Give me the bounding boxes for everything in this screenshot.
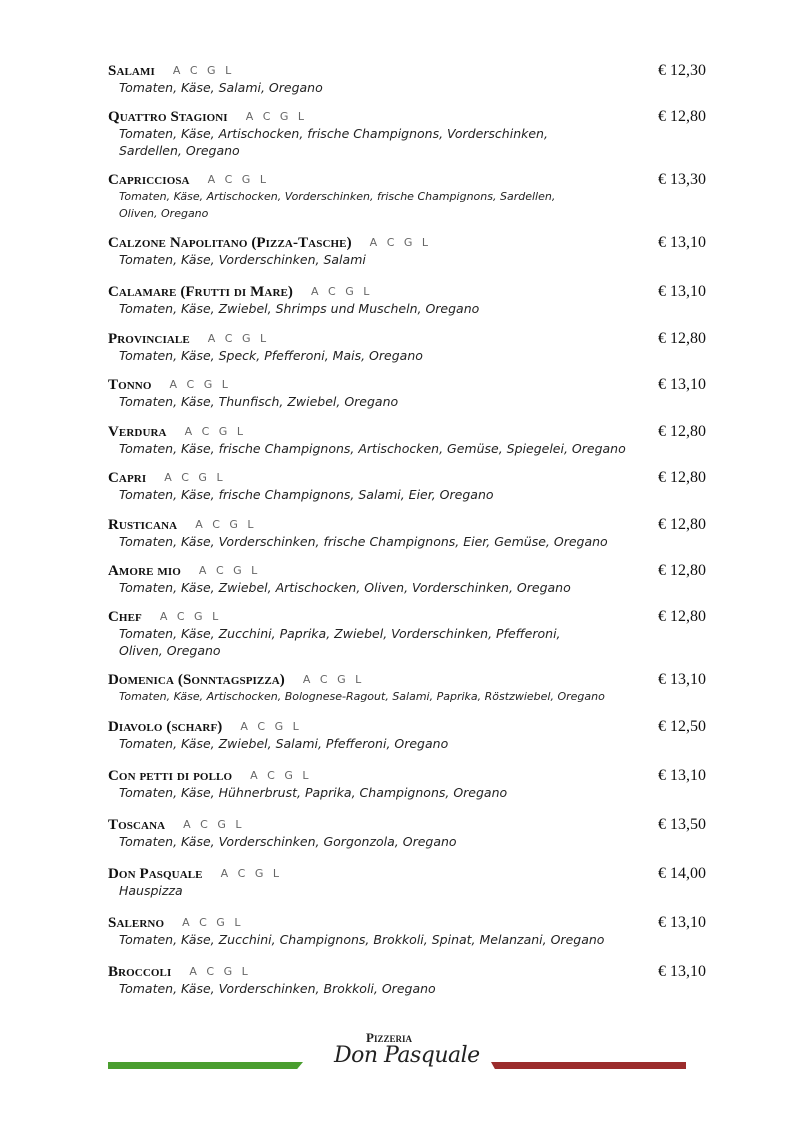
item-name: Don Pasquale — [108, 866, 203, 882]
item-description: Tomaten, Käse, frische Champignons, Salami, Eier, Oregano — [119, 487, 494, 502]
item-name: Salerno — [108, 915, 165, 931]
item-price: € 12,80 — [658, 562, 706, 579]
allergen-codes: A C G L — [184, 425, 246, 438]
item-name: Amore mio — [108, 563, 181, 579]
item-description: Tomaten, Käse, Hühnerbrust, Paprika, Champignons, Oregano — [119, 785, 508, 800]
allergen-codes: A C G L — [245, 110, 308, 123]
allergen-codes: A C G L — [220, 867, 282, 880]
item-price: € 13,50 — [658, 816, 706, 833]
item-description: Tomaten, Käse, Vorderschinken, Salami — [119, 252, 366, 267]
item-name: Verdura — [108, 424, 167, 440]
item-price: € 12,80 — [658, 108, 706, 125]
allergen-codes: A C G L — [302, 673, 365, 686]
item-name: Capri — [108, 470, 147, 486]
item-price: € 13,10 — [658, 914, 706, 931]
item-description: Tomaten, Käse, Thunfisch, Zwiebel, Oregano — [119, 394, 399, 409]
allergen-codes: A C G L — [159, 610, 222, 623]
allergen-codes: A C G L — [240, 720, 302, 733]
item-description: Tomaten, Käse, Zucchini, Champignons, Brokkoli, Spinat, Melanzani, Oregano — [119, 932, 605, 947]
item-name: Calzone Napolitano (Pizza-Tasche) — [108, 235, 352, 251]
item-name: Provinciale — [108, 331, 190, 347]
item-price: € 13,10 — [658, 234, 706, 251]
item-price: € 13,10 — [658, 671, 706, 688]
item-description: Tomaten, Käse, Zwiebel, Shrimps und Muscheln, Oregano — [119, 301, 480, 316]
allergen-codes: A C G L — [182, 916, 244, 929]
item-name: Rusticana — [108, 517, 178, 533]
allergen-codes: A C G L — [207, 173, 269, 186]
item-description: Tomaten, Käse, Artischocken, frische Champignons, Vorderschinken, Sardellen, Oregano — [119, 126, 548, 158]
item-description: Tomaten, Käse, Artischocken, Bolognese-Ragout, Salami, Paprika, Röstzwiebel, Oregano — [119, 690, 605, 703]
item-name: Tonno — [108, 377, 152, 393]
italian-flag-red-bar — [491, 1062, 686, 1069]
allergen-codes: A C G L — [311, 285, 373, 298]
item-price: € 12,50 — [658, 718, 706, 735]
item-price: € 13,30 — [658, 171, 706, 188]
allergen-codes: A C G L — [164, 471, 226, 484]
allergen-codes: A C G L — [195, 518, 257, 531]
footer-brand-script: Don Pasquale — [334, 1043, 480, 1068]
item-price: € 12,80 — [658, 608, 706, 625]
item-name: Diavolo (scharf) — [108, 719, 223, 735]
allergen-codes: A C G L — [183, 818, 245, 831]
allergen-codes: A C G L — [250, 769, 312, 782]
item-description: Tomaten, Käse, Salami, Oregano — [119, 80, 323, 95]
footer-pizzeria-label: Pizzeria — [366, 1030, 412, 1045]
italian-flag-green-bar — [108, 1062, 303, 1069]
item-name: Domenica (Sonntagspizza) — [108, 672, 285, 688]
item-name: Salami — [108, 63, 155, 79]
item-price: € 12,80 — [658, 469, 706, 486]
item-price: € 13,10 — [658, 767, 706, 784]
item-description: Tomaten, Käse, Zwiebel, Artischocken, Oliven, Vorderschinken, Oregano — [119, 580, 571, 595]
allergen-codes: A C G L — [172, 64, 235, 77]
item-price: € 12,80 — [658, 423, 706, 440]
item-price: € 12,80 — [658, 330, 706, 347]
allergen-codes: A C G L — [169, 378, 231, 391]
item-description: Hauspizza — [119, 883, 183, 898]
item-description: Tomaten, Käse, Zwiebel, Salami, Pfefferoni, Oregano — [119, 736, 449, 751]
item-price: € 13,10 — [658, 376, 706, 393]
item-name: Chef — [108, 609, 142, 625]
item-price: € 13,10 — [658, 963, 706, 980]
allergen-codes: A C G L — [207, 332, 270, 345]
item-price: € 13,10 — [658, 283, 706, 300]
item-description: Tomaten, Käse, frische Champignons, Artischocken, Gemüse, Spiegelei, Oregano — [119, 441, 626, 456]
allergen-codes: A C G L — [198, 564, 261, 577]
footer-logo — [0, 1025, 793, 1085]
item-name: Broccoli — [108, 964, 172, 980]
allergen-codes: A C G L — [189, 965, 251, 978]
item-name: Toscana — [108, 817, 166, 833]
item-description: Tomaten, Käse, Vorderschinken, Brokkoli, Oregano — [119, 981, 436, 996]
item-price: € 12,30 — [658, 62, 706, 79]
item-name: Calamare (Frutti di Mare) — [108, 284, 294, 300]
item-name: Quattro Stagioni — [108, 109, 228, 125]
item-name: Con petti di pollo — [108, 768, 233, 784]
item-price: € 12,80 — [658, 516, 706, 533]
item-name: Capricciosa — [108, 172, 190, 188]
item-description: Tomaten, Käse, Zucchini, Paprika, Zwiebel, Vorderschinken, Pfefferoni, Oliven, Oregano — [119, 626, 561, 658]
item-description: Tomaten, Käse, Artischocken, Vorderschinken, frische Champignons, Sardellen, Oliven, Oregano — [119, 190, 556, 220]
allergen-codes: A C G L — [369, 236, 432, 249]
item-price: € 14,00 — [658, 865, 706, 882]
item-description: Tomaten, Käse, Vorderschinken, Gorgonzola, Oregano — [119, 834, 457, 849]
item-description: Tomaten, Käse, Speck, Pfefferoni, Mais, Oregano — [119, 348, 423, 363]
item-description: Tomaten, Käse, Vorderschinken, frische Champignons, Eier, Gemüse, Oregano — [119, 534, 608, 549]
